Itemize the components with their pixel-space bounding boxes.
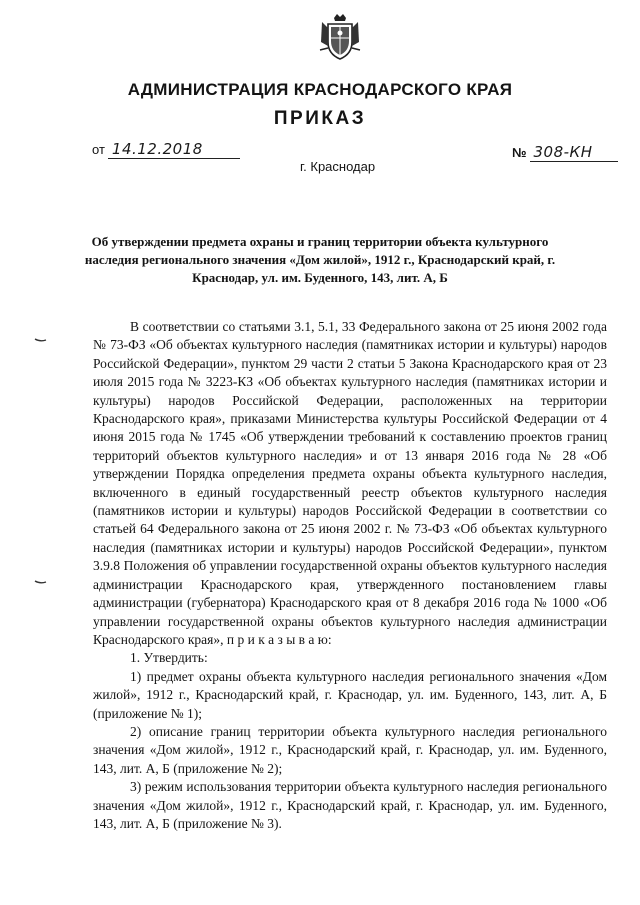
list-item: 3) режим использования территории объекта культурного наследия регионального значения «Дом жилой», 1912 г., Краснодарский край, г. Краснодар, ул. им. Буденного, 143, лит. А, Б (приложение № 3). — [93, 779, 607, 831]
approve-clause: 1. Утвердить: — [130, 650, 208, 666]
list-item: 1) предмет охраны объекта культурного наследия регионального значения «Дом жилой», 1912 г., Краснодарский край, г. Краснодар, ул. им. Буденного, 143, лит. А, Б (приложение № 1); — [93, 668, 607, 721]
org-title: АДМИНИСТРАЦИЯ КРАСНОДАРСКОГО КРАЯ — [127, 80, 513, 99]
coat-of-arms-emblem — [318, 12, 362, 62]
list-item: 2) описание границ территории объекта культурного наследия регионального значения «Дом жилой», 1912 г., Краснодарский край, г. Краснодар, ул. им. Буденного, 143, лит. А, Б (приложение № 2); — [93, 723, 607, 776]
order-date-handwritten: 14.12.2018 — [108, 140, 240, 159]
order-number-handwritten: 308-КН — [530, 143, 618, 162]
order-heading: Об утверждении предмета охраны и границ территории объекта культурного наследия регионального значения «Дом жилой», 1912 г., Краснодарский край, г. Краснодар, ул. им. Буденного, 143, лит. А, Б — [84, 234, 556, 285]
preamble-paragraph: В соответствии со статьями 3.1, 5.1, 33 Федерального закона от 25 июня 2002 года № 73-ФЗ «Об объектах культурного наследия (памятниках истории и культуры) народов Российской Федерации», пунктом 29 части 2 статьи 5 Закона Краснодарского края от 23 июля 2015 года № 3223-КЗ «Об объектах культурного наследия (памятниках истории и культуры) народов Российской Федерации, расположенных на территории Краснодарского края», приказами Министерства культуры Российской Федерации от 4 июня 2015 года № 1745 «Об утверждении требований к составлению проектов границ территорий объектов культурного наследия» и от 13 января 2016 года № 28 «Об утверждении Порядка определения предмета охраны объекта культурного наследия, включенного в единый государственный реестр объектов культурного наследия (памятников истории и культуры) народов Российской Федерации в соответствии со статьей 64 Федерального закона от 25 июня 2002 г. № 73-ФЗ «Об объектах культурного наследия (памятниках истории и культуры) народов Российской Федерации», пунктом 3.9.8 Положения об управлении государственной охраны объектов культурного наследия администрации Краснодарского края, утвержденного постановлением главы администрации (губернатора) Краснодарского края от 8 декабря 2016 года № 1000 «Об управлении государственной охраны объектов культурного наследия администрации Краснодарского края», п р и к а з ы в а ю: — [93, 319, 607, 647]
order-body — [93, 318, 607, 833]
order-date-row — [92, 140, 240, 159]
margin-punch-mark — [34, 579, 47, 585]
date-prefix: от — [92, 142, 105, 157]
document-type: ПРИКАЗ — [273, 108, 367, 129]
margin-punch-mark — [34, 337, 47, 343]
city-line: г. Краснодар — [300, 159, 376, 174]
number-prefix: № — [512, 145, 527, 160]
order-number-row — [512, 143, 618, 162]
